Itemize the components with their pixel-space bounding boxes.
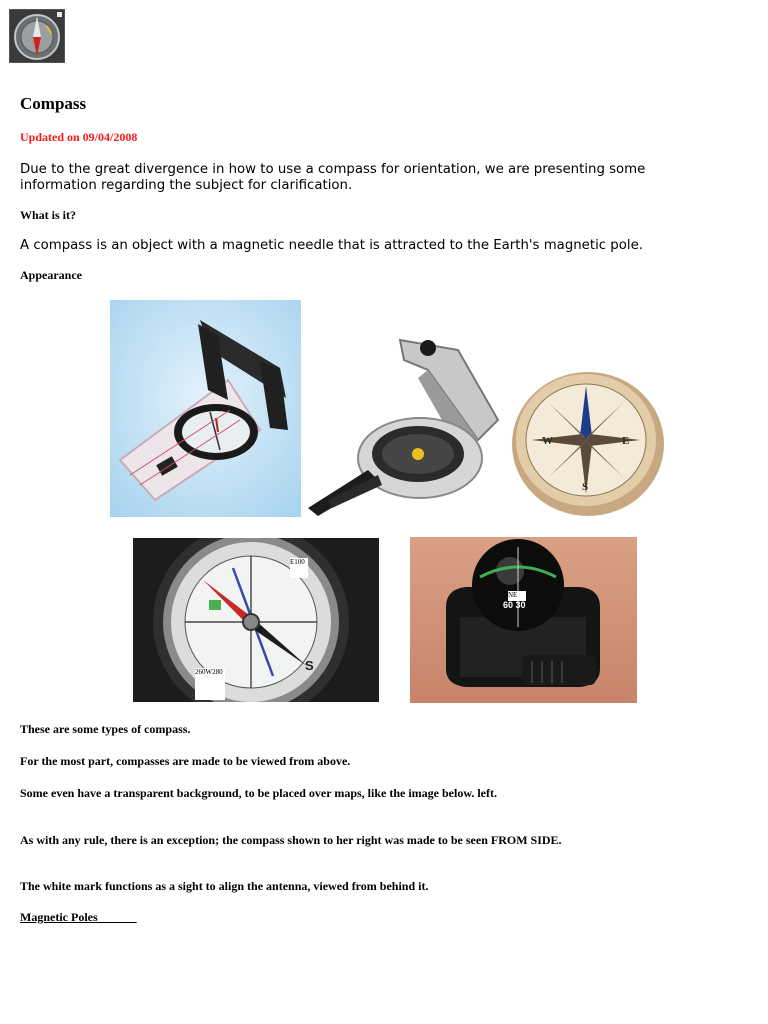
appearance-heading: Appearance	[20, 268, 82, 282]
classic-round-compass-image	[508, 366, 666, 518]
closeup-top-label: E100	[290, 558, 308, 578]
transparent-background-paragraph: Some even have a transparent background, to be placed over maps, like the image below. left.	[20, 786, 497, 800]
svg-text:S: S	[582, 481, 589, 493]
site-logo-compass-icon[interactable]	[9, 9, 65, 63]
svg-text:S: S	[305, 658, 314, 673]
updated-date: Updated on 09/04/2008	[20, 130, 138, 144]
ball-compass-image	[410, 537, 637, 703]
svg-text:E: E	[622, 435, 630, 447]
closeup-compass-image	[133, 538, 379, 702]
ball-compass-numbers: 60 30	[503, 600, 526, 610]
ball-compass-label: NE	[508, 591, 526, 601]
baseplate-compass-image	[110, 300, 301, 517]
page-title: Compass	[20, 94, 87, 113]
white-mark-paragraph: The white mark functions as a sight to align the antenna, viewed from behind it.	[20, 879, 429, 893]
intro-paragraph: Due to the great divergence in how to use a compass for orientation, we are presenting some information regarding the subject for clarification.	[20, 162, 646, 193]
prismatic-compass-image	[308, 330, 500, 520]
magnetic-poles-link[interactable]	[20, 910, 137, 925]
what-is-it-heading: What is it?	[20, 208, 77, 222]
closeup-bottom-label: 260W280	[195, 668, 225, 700]
exception-paragraph: As with any rule, there is an exception; the compass shown to her right was made to be seen FROM SIDE.	[20, 833, 562, 847]
definition-paragraph: A compass is an object with a magnetic needle that is attracted to the Earth's magnetic pole.	[20, 238, 643, 253]
types-paragraph: These are some types of compass.	[20, 722, 191, 736]
magnetic-poles-link-label: Magnetic Poles	[20, 910, 98, 924]
viewed-above-paragraph: For the most part, compasses are made to be viewed from above.	[20, 754, 351, 768]
svg-text:W: W	[542, 435, 553, 447]
